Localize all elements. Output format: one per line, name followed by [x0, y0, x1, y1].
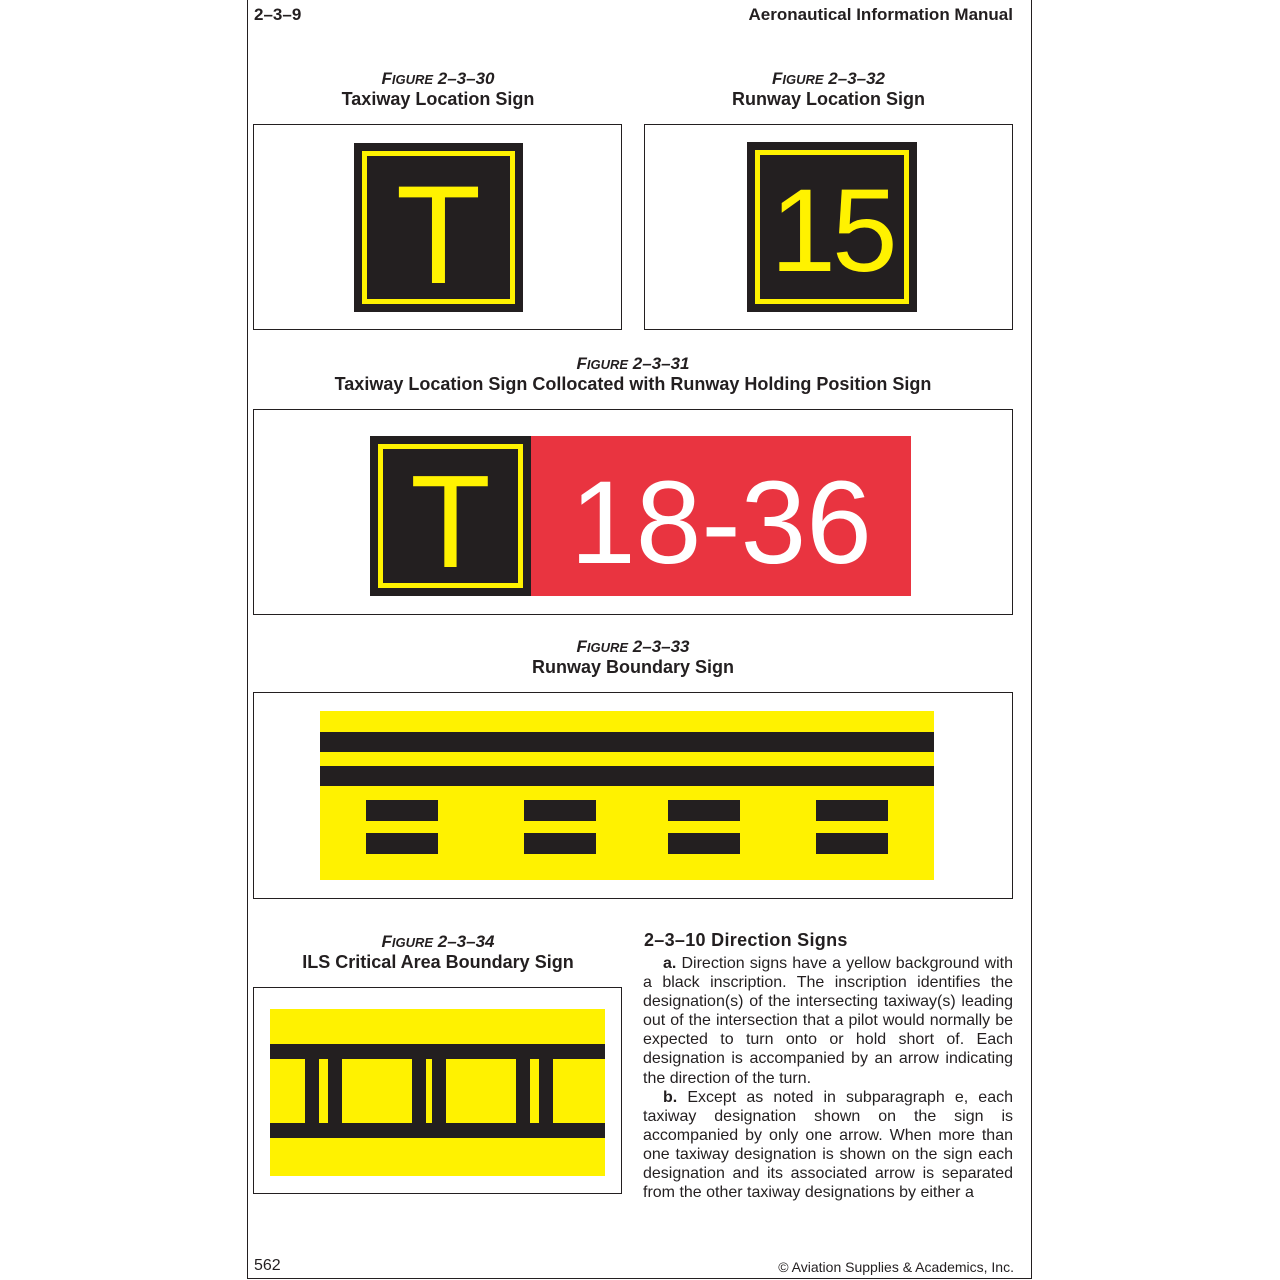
taxiway-location-sign [354, 143, 523, 312]
figure-frame [253, 124, 622, 330]
runway-holding-position-sign [531, 436, 911, 596]
figure-frame [253, 409, 1013, 615]
figure-label: FIGURE 2–3–30 [381, 69, 495, 88]
sign-glyph: T [410, 448, 491, 595]
figure-label: FIGURE 2–3–32 [771, 69, 886, 88]
paragraph-b: b. Except as noted in subparagraph e, each taxiway designation shown on the sign is accompanied by only one arrow. When more than one taxiway designation is shown on the sign each designation and its associated arrow is separated from the other taxiway designations by either a [643, 1088, 1013, 1202]
figure-label: FIGURE 2–3–34 [381, 932, 495, 951]
section-heading: 2–3–10 Direction Signs [644, 930, 848, 950]
copyright: © Aviation Supplies & Academics, Inc. [778, 1259, 1014, 1275]
figure-title: ILS Critical Area Boundary Sign [302, 952, 574, 972]
sign-glyph: T [395, 156, 482, 313]
runway-boundary-sign [320, 711, 934, 880]
taxiway-location-sign [370, 436, 531, 596]
figure-frame [253, 692, 1013, 899]
manual-title: Aeronautical Information Manual [748, 5, 1013, 24]
figure-frame [644, 124, 1013, 330]
page-reference: 2–3–9 [254, 5, 302, 24]
sign-glyph: 15 [770, 165, 894, 297]
section-body [643, 954, 1013, 1202]
figure-title: Taxiway Location Sign [341, 89, 535, 109]
figure-title: Runway Boundary Sign [531, 657, 735, 677]
paragraph-a: a. Direction signs have a yellow background with a black inscription. The inscription identifies the designation(s) of the intersecting taxiway(s) leading out of the intersection that a pilot would normally be expected to turn onto or hold short of. Each designation is accompanied by an arrow indicating the direction of the turn. [643, 955, 1013, 1087]
figure-title: Taxiway Location Sign Collocated with Runway Holding Position Sign [334, 374, 932, 394]
page-number: 562 [254, 1257, 281, 1274]
runway-location-sign [747, 142, 917, 312]
figure-label: FIGURE 2–3–33 [576, 637, 690, 656]
ils-critical-area-boundary-sign [270, 1009, 605, 1176]
figure-frame [253, 987, 622, 1194]
runway-designation: 18-36 [570, 457, 872, 589]
figure-label: FIGURE 2–3–31 [576, 354, 690, 373]
figure-title: Runway Location Sign [731, 89, 925, 109]
